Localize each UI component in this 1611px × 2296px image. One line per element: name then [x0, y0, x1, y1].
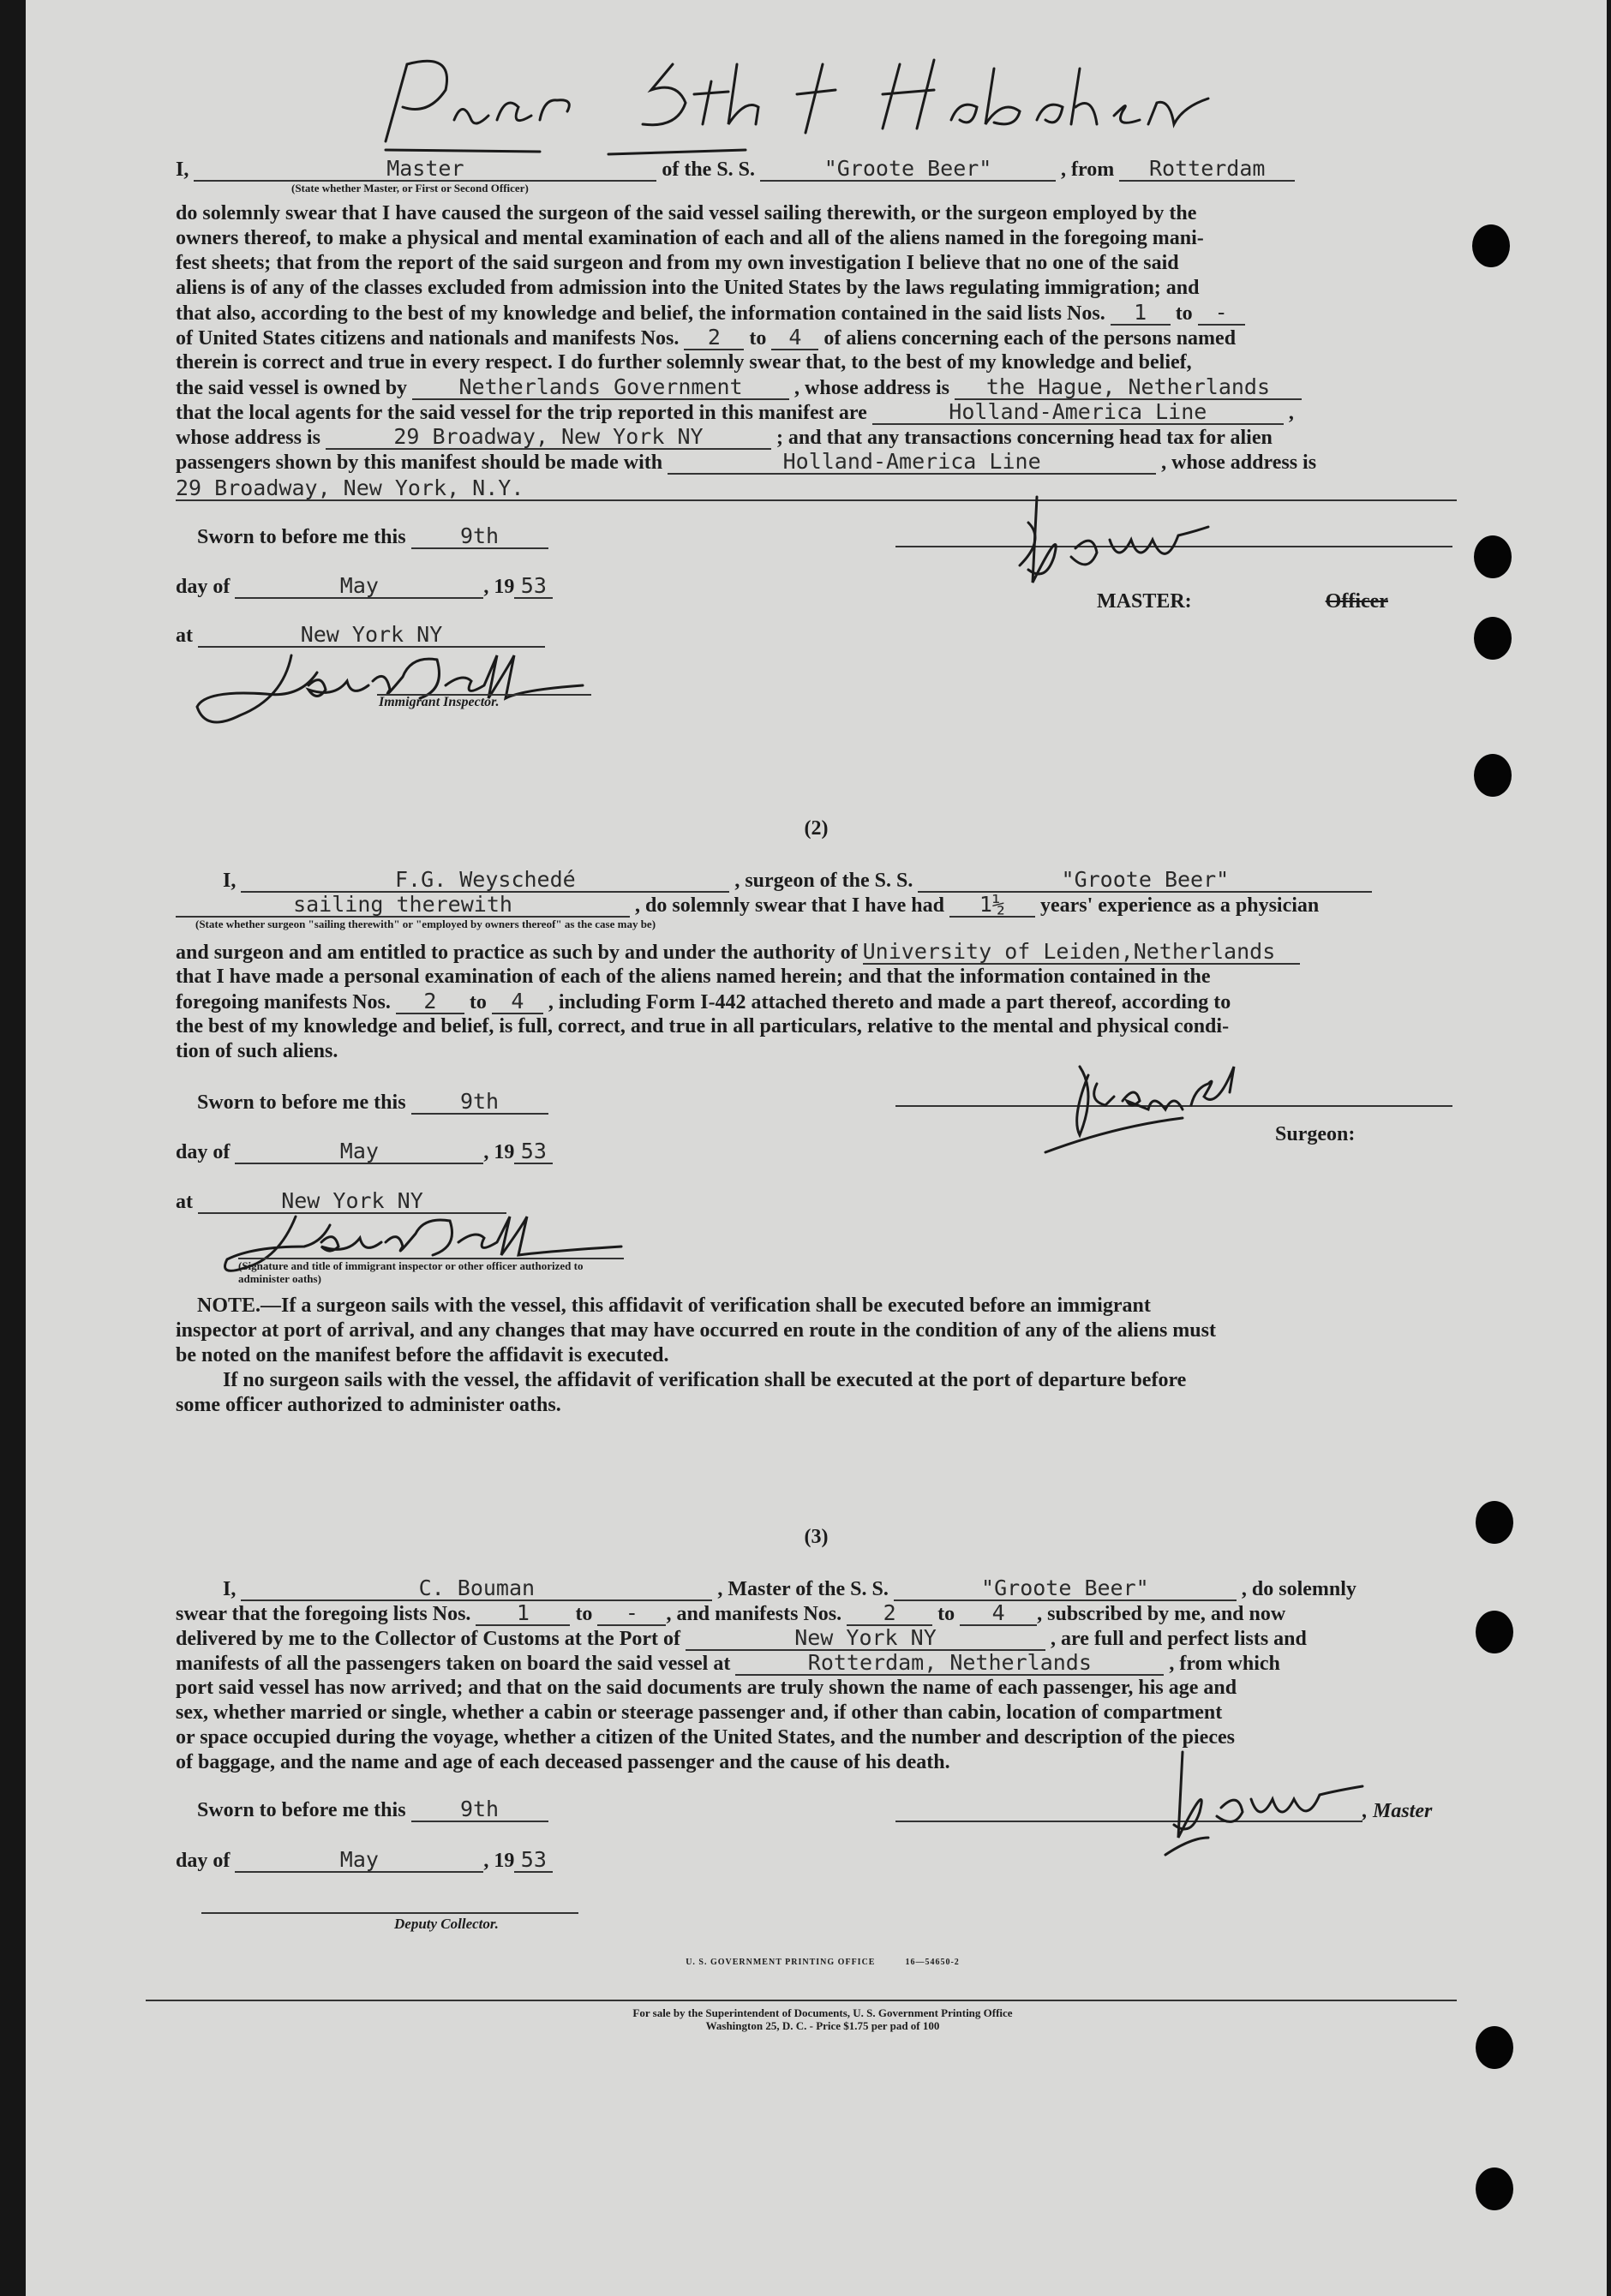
master-signature: [1011, 488, 1337, 591]
surgeon-status-field: sailing therewith: [176, 893, 630, 918]
delivery-vessel-field: "Groote Beer": [894, 1576, 1237, 1601]
year-prefix: , 19: [483, 576, 515, 598]
lists-from-field: 1: [1111, 301, 1171, 326]
delivery-lists-to-field: -: [597, 1601, 666, 1626]
at-label: at: [176, 625, 193, 647]
day-of-label: day of: [176, 1850, 231, 1872]
agents-text-b: ,: [1288, 402, 1294, 424]
delivery-man-to-field: 4: [960, 1601, 1037, 1626]
surgeon-day-of-line: [176, 1139, 1457, 1165]
master-manifests-line: [176, 326, 1457, 351]
manifest-affidavit-page: [26, 0, 1607, 2296]
label-from: , from: [1061, 158, 1115, 181]
at-label: at: [176, 1191, 193, 1213]
place-field: New York NY: [198, 1189, 506, 1214]
master-lists-line: [176, 301, 1457, 326]
label-to: to: [937, 1603, 955, 1625]
surgeon-line-4: that I have made a personal examination of each of the aliens named herein; and that the information contained in the: [176, 966, 1211, 988]
master-agent-address-line: [176, 425, 1457, 451]
delivery-line-1: [223, 1576, 1457, 1602]
manifests-to-field: 4: [771, 326, 818, 350]
surgeon-man-from-field: 2: [396, 990, 464, 1014]
label-of-the-ss: of the S. S.: [662, 158, 756, 181]
label-to: to: [469, 991, 487, 1013]
surgeon-label: Surgeon:: [1275, 1123, 1356, 1145]
delivery-master-label: , Master: [1362, 1800, 1433, 1822]
header-handwriting-pier: [368, 47, 1243, 158]
collector-signature-line: [201, 1912, 578, 1914]
manifests-text-a: of United States citizens and nationals and manifests Nos.: [176, 327, 680, 350]
sworn-day-field: 9th: [411, 524, 548, 549]
printing-office-note: U. S. GOVERNMENT PRINTING OFFICE 16—54650-2: [686, 1958, 960, 1967]
surgeon-years-field: 1½: [949, 893, 1035, 918]
master-body-2: fest sheets; that from the report of the said surgeon and from my own investigation I believe that no one of the said: [176, 252, 1179, 274]
sworn-label: Sworn to before me this: [197, 1091, 406, 1114]
master-owner-line: [176, 375, 1457, 401]
officer-title-field: Master: [194, 157, 656, 182]
year-field: 53: [514, 574, 553, 599]
label-i: I,: [223, 1578, 237, 1600]
manifests-from-field: 2: [684, 326, 744, 350]
sworn-day-field: 9th: [411, 1090, 548, 1115]
delivery-master-field: C. Bouman: [241, 1576, 712, 1601]
delivery-boarding-field: Rotterdam, Netherlands: [735, 1651, 1164, 1676]
surgeon-line-7: tion of such aliens.: [176, 1040, 338, 1062]
surgeon-of-text: , surgeon of the S. S.: [734, 870, 913, 892]
delivery-subscribed-text: , subscribed by me, and now: [1037, 1603, 1286, 1625]
master-agents-line: [176, 400, 1457, 426]
footer-rule: [146, 2000, 1457, 2001]
head-tax-text-a: passengers shown by this manifest should be made with: [176, 451, 663, 474]
surgeon-form-text: , including Form I-442 attached thereto and made a part thereof, according to: [548, 991, 1231, 1013]
delivery-body-3: of baggage, and the name and age of each deceased passenger and the cause of his death.: [176, 1751, 950, 1773]
footer-sale-line-1: For sale by the Superintendent of Documents, U. S. Government Printing Office: [632, 2006, 1013, 2019]
master-line-1: [176, 157, 1457, 182]
owner-text-a: the said vessel is owned by: [176, 377, 408, 399]
master-correct-line: therein is correct and true in every respect. I do further solemnly swear that, to the best of my knowledge and belief,: [176, 351, 1192, 374]
punch-hole: [1474, 617, 1512, 660]
manifests-text-b: of aliens concerning each of the persons named: [823, 327, 1237, 350]
delivery-manifests-text: , and manifests Nos.: [666, 1603, 842, 1625]
inspector-signature-2: [210, 1208, 638, 1302]
section-2-number: (2): [804, 817, 829, 840]
master-body-1: owners thereof, to make a physical and mental examination of each and all of the aliens named in the foregoing mani-: [176, 227, 1204, 249]
surgeon-vessel-field: "Groote Beer": [918, 868, 1372, 893]
delivery-lists-text: swear that the foregoing lists Nos.: [176, 1603, 471, 1625]
surgeon-years-text: years' experience as a physician: [1039, 894, 1320, 917]
sworn-day-field: 9th: [411, 1797, 548, 1822]
place-field: New York NY: [198, 623, 545, 648]
surgeon-line-5: [176, 990, 1457, 1015]
delivery-full-text: , are full and perfect lists and: [1050, 1628, 1307, 1650]
officer-caption: (State whether Master, or First or Second Officer): [291, 182, 529, 194]
head-tax-party-field: Holland-America Line: [668, 450, 1156, 475]
delivery-line-2: [176, 1601, 1457, 1627]
inspector-caption: Immigrant Inspector.: [379, 695, 500, 709]
surgeon-line-3: [176, 940, 1457, 966]
punch-hole: [1476, 1611, 1513, 1653]
label-to: to: [575, 1603, 593, 1625]
delivery-day-of-line: [176, 1848, 1457, 1874]
label-to: to: [749, 327, 767, 350]
year-prefix: , 19: [483, 1141, 515, 1163]
surgeon-line-6: the best of my knowledge and belief, is full, correct, and true in all particulars, relative to the mental and physical condi-: [176, 1015, 1230, 1037]
surgeon-manifests-text: foregoing manifests Nos.: [176, 991, 391, 1013]
head-tax-text-b: , whose address is: [1161, 451, 1317, 474]
section-3-number: (3): [804, 1526, 829, 1548]
inspector-signature-caption: (Signature and title of immigrant inspector or other officer authorized to administer oaths): [238, 1259, 584, 1285]
head-tax-address-field: 29 Broadway, New York, N.Y.: [176, 476, 1457, 501]
delivery-body-0: port said vessel has now arrived; and that on the said documents are truly shown the name of each passenger, his age and: [176, 1677, 1237, 1699]
surgeon-authority-text: and surgeon and am entitled to practice as such by and under the authority of: [176, 942, 858, 964]
month-field: May: [235, 1848, 483, 1873]
year-field: 53: [514, 1139, 553, 1164]
master-label-row: [1097, 589, 1457, 614]
agent-address-text-a: whose address is: [176, 427, 320, 449]
delivery-line-3: [176, 1626, 1457, 1652]
delivery-line-4: [176, 1651, 1457, 1677]
surgeon-swear-text: , do solemnly swear that I have had: [635, 894, 944, 917]
lists-to-field: -: [1198, 301, 1245, 326]
master-head-tax-line: [176, 450, 1457, 475]
delivery-master-text: , Master of the S. S.: [717, 1578, 889, 1600]
punch-hole: [1474, 754, 1512, 797]
delivery-body-2: or space occupied during the voyage, whether a citizen of the United States, and the number and description of the pieces: [176, 1726, 1235, 1749]
officer-label-struck: Officer: [1325, 590, 1388, 613]
delivery-lists-from-field: 1: [476, 1601, 570, 1626]
sworn-label: Sworn to before me this: [197, 526, 406, 548]
sworn-label: Sworn to before me this: [197, 1799, 406, 1821]
month-field: May: [235, 574, 483, 599]
day-of-label: day of: [176, 576, 231, 598]
delivery-from-which-text: , from which: [1169, 1653, 1280, 1675]
label-to: to: [1175, 302, 1193, 325]
master-body-0: do solemnly swear that I have caused the surgeon of the said vessel sailing therewith, or the surgeon employed by the: [176, 202, 1197, 224]
delivery-solemnly-text: , do solemnly: [1241, 1578, 1356, 1600]
master-label: MASTER:: [1097, 590, 1192, 613]
surgeon-name-field: F.G. Weyschedé: [241, 868, 729, 893]
month-field: May: [235, 1139, 483, 1164]
port-field: Rotterdam: [1119, 157, 1295, 182]
lists-text: that also, according to the best of my knowledge and belief, the information contained in the said lists Nos.: [176, 302, 1105, 325]
surgeon-man-to-field: 4: [492, 990, 543, 1014]
note-line-2: be noted on the manifest before the affidavit is executed.: [176, 1344, 669, 1366]
surgeon-authority-field: University of Leiden,Netherlands: [863, 940, 1300, 965]
agent-address-text-b: ; and that any transactions concerning head tax for alien: [776, 427, 1273, 449]
delivery-boarding-text: manifests of all the passengers taken on board the said vessel at: [176, 1653, 731, 1675]
day-of-label: day of: [176, 1141, 231, 1163]
delivery-port-field: New York NY: [686, 1626, 1045, 1651]
punch-hole: [1472, 224, 1510, 267]
note-line-0: NOTE.—If a surgeon sails with the vessel, this affidavit of verification shall be executed before an immigrant: [197, 1294, 1151, 1317]
owner-text-b: , whose address is: [794, 377, 949, 399]
surgeon-line-2: [176, 893, 1457, 918]
delivery-collector-text: delivered by me to the Collector of Customs at the Port of: [176, 1628, 680, 1650]
delivery-man-from-field: 2: [847, 1601, 932, 1626]
punch-hole: [1476, 2167, 1513, 2210]
label-i: I,: [176, 158, 189, 181]
punch-hole: [1474, 535, 1512, 578]
year-prefix: , 19: [483, 1850, 515, 1872]
master-body-3: aliens is of any of the classes excluded from admission into the United States by the laws regulating immigration; and: [176, 277, 1200, 299]
year-field: 53: [514, 1848, 553, 1873]
surgeon-status-caption: (State whether surgeon "sailing therewith" or "employed by owners thereof" as the case may be): [195, 918, 656, 930]
agents-text-a: that the local agents for the said vessel for the trip reported in this manifest are: [176, 402, 867, 424]
note-line-1: inspector at port of arrival, and any changes that may have occurred en route in the condition of any of the aliens must: [176, 1319, 1216, 1342]
punch-hole: [1476, 2026, 1513, 2069]
collector-caption: Deputy Collector.: [394, 1916, 499, 1932]
vessel-name-field: "Groote Beer": [760, 157, 1056, 182]
note-line-4: some officer authorized to administer oaths.: [176, 1394, 561, 1416]
agent-address-field: 29 Broadway, New York NY: [326, 425, 771, 450]
agents-field: Holland-America Line: [872, 400, 1284, 425]
owner-address-field: the Hague, Netherlands: [955, 375, 1302, 400]
footer-sale-line-2: Washington 25, D. C. - Price $1.75 per pad of 100: [705, 2019, 940, 2032]
note-line-3: If no surgeon sails with the vessel, the affidavit of verification shall be executed at the port of departure before: [223, 1369, 1187, 1391]
owner-field: Netherlands Government: [412, 375, 789, 400]
delivery-body-1: sex, whether married or single, whether a cabin or steerage passenger and, if other than cabin, location of compartment: [176, 1701, 1223, 1724]
surgeon-line-1: [223, 868, 1457, 894]
label-i: I,: [223, 870, 237, 892]
